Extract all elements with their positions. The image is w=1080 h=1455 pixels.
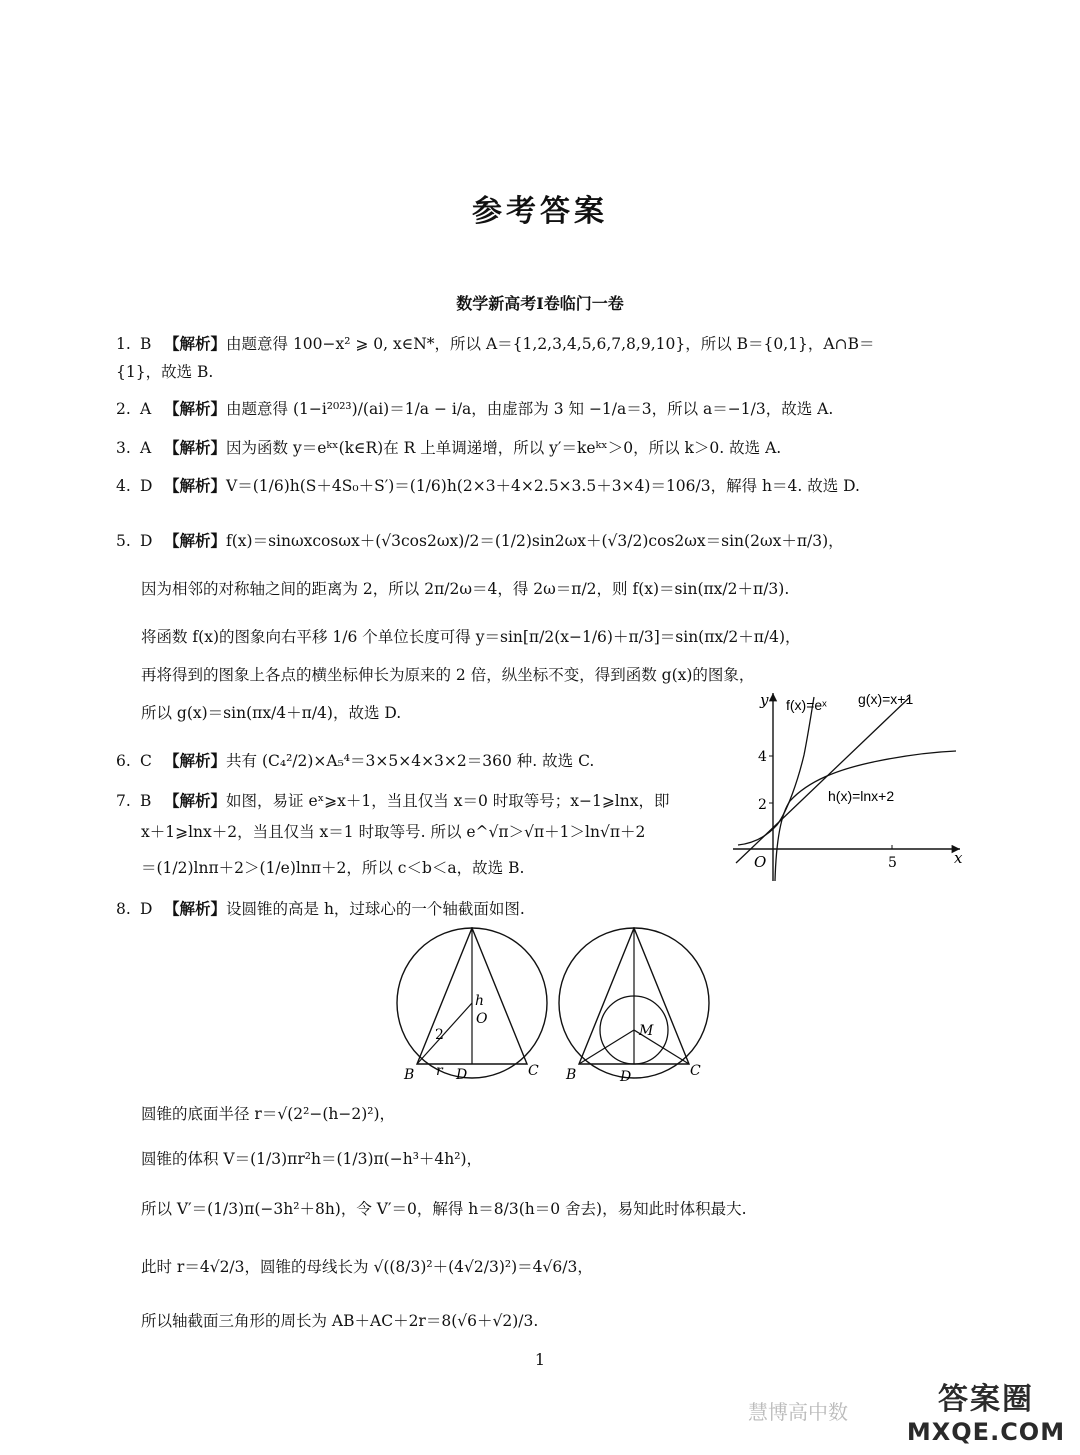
question-2: [116, 398, 976, 420]
analysis-tag: 【解析】: [164, 476, 227, 495]
y-tick-label-4: 4: [758, 749, 767, 765]
analysis-text: 由题意得 (1−i²⁰²³)/(ai)＝1/a − i/a，由虚部为 3 知 −1/a＝3，所以 a＝−1/3，故选 A.: [226, 400, 834, 418]
question-number: 2.: [116, 400, 131, 418]
watermark-text-left: 慧博高中数: [748, 1400, 848, 1424]
answer-letter: D: [140, 532, 153, 550]
answer-letter: D: [140, 477, 153, 495]
question-7: [116, 790, 716, 812]
answer-letter: B: [140, 792, 152, 810]
answer-letter: B: [140, 335, 152, 353]
question-5-line-2: 因为相邻的对称轴之间的距离为 2，所以 2π/2ω＝4，得 2ω＝π/2，则 f(x)＝sin(πx/2＋π/3).: [141, 580, 790, 598]
h-label: h(x)=lnx+2: [828, 788, 895, 804]
question-8-line-2: 圆锥的底面半径 r＝√(2²−(h−2)²)，: [141, 1105, 396, 1123]
answer-letter: C: [140, 752, 152, 770]
analysis-tag: 【解析】: [164, 334, 227, 353]
analysis-text: f(x)＝sinωxcosωx＋(√3cos2ωx)/2＝(1/2)sin2ωx＋(√3/2)cos2ωx＝sin(2ωx＋π/3)，: [226, 532, 844, 550]
page-number: 1: [534, 1350, 546, 1369]
point-c-right: C: [690, 1063, 701, 1079]
label-h-left: h: [475, 993, 485, 1009]
point-d-right: D: [620, 1069, 632, 1085]
page-title: 参考答案: [472, 194, 608, 229]
watermark-logo-bottom: MXQE.COM: [906, 1418, 1066, 1446]
question-1-continued: {1}，故选 B.: [116, 363, 214, 381]
question-number: 1.: [116, 335, 131, 353]
answer-letter: A: [140, 400, 152, 418]
analysis-tag: 【解析】: [164, 438, 227, 457]
x-axis-label: x: [954, 849, 963, 867]
point-a-right: [627, 927, 639, 928]
g-label: g(x)=x+1: [858, 691, 914, 707]
analysis-text: 共有 (C₄²/2)×A₅⁴＝3×5×4×3×2＝360 种. 故选 C.: [226, 752, 595, 770]
analysis-text: 因为函数 y＝eᵏˣ(k∈R)在 R 上单调递增，所以 y′＝keᵏˣ＞0，所以 k＞0. 故选 A.: [226, 439, 782, 457]
f-curve: [738, 697, 814, 845]
analysis-tag: 【解析】: [164, 399, 227, 418]
function-graph-figure: [728, 685, 968, 885]
exam-subtitle: 数学新高考Ⅰ卷临门一卷: [456, 294, 624, 313]
watermark-logo-top: 答案圈: [938, 1382, 1034, 1417]
question-7-line-2: x＋1⩾lnx＋2，当且仅当 x＝1 时取等号. 所以 e^√π＞√π＋1＞ln√π＋2: [141, 823, 646, 841]
question-8-line-4: 所以 V′＝(1/3)π(−3h²＋8h)，令 V′＝0，解得 h＝8/3(h＝0 舍去)，易知此时体积最大.: [141, 1200, 747, 1218]
x-tick-label-5: 5: [888, 855, 897, 871]
cone-cross-section-figure: [390, 927, 720, 1087]
question-number: 8.: [116, 900, 131, 918]
origin-label: O: [754, 853, 767, 871]
analysis-text: 设圆锥的高是 h，过球心的一个轴截面如图.: [226, 900, 525, 918]
analysis-tag: 【解析】: [164, 791, 227, 810]
line-mb-right: [579, 1030, 634, 1064]
question-7-line-3: ＝(1/2)lnπ＋2＞(1/e)lnπ＋2，所以 c＜b＜a，故选 B.: [141, 859, 525, 877]
question-8: [116, 898, 976, 920]
question-8-line-5: 此时 r＝4√2/3，圆锥的母线长为 √((8/3)²＋(4√2/3)²)＝4√6/3，: [141, 1258, 593, 1276]
analysis-text: V＝(1/6)h(S＋4S₀＋S′)＝(1/6)h(2×3＋4×2.5×3.5＋3×4)＝106/3，解得 h＝4. 故选 D.: [226, 477, 860, 495]
label-r-left: r: [436, 1063, 443, 1079]
question-5-line-4: 再将得到的图象上各点的横坐标伸长为原来的 2 倍，纵坐标不变，得到函数 g(x)的图象，: [141, 666, 755, 684]
question-8-line-3: 圆锥的体积 V＝(1/3)πr²h＝(1/3)π(−h³＋4h²)，: [141, 1150, 483, 1168]
analysis-tag: 【解析】: [164, 531, 227, 550]
question-number: 3.: [116, 439, 131, 457]
y-axis-label: y: [760, 691, 769, 709]
question-5: [116, 530, 976, 552]
point-d-left: D: [456, 1067, 468, 1083]
question-4: [116, 475, 976, 497]
analysis-tag: 【解析】: [164, 899, 227, 918]
center-o-left: O: [476, 1011, 488, 1027]
center-m-right: M: [639, 1023, 654, 1039]
question-5-line-5: 所以 g(x)＝sin(πx/4＋π/4)，故选 D.: [141, 704, 402, 722]
answer-letter: D: [140, 900, 153, 918]
point-b-right: B: [566, 1067, 577, 1083]
answer-letter: A: [140, 439, 152, 457]
point-b-left: B: [404, 1067, 415, 1083]
y-tick-label-2: 2: [758, 797, 767, 813]
h-curve: [775, 751, 956, 881]
watermark-logo: [900, 1382, 1072, 1452]
question-1: [116, 333, 976, 355]
question-8-line-6: 所以轴截面三角形的周长为 AB＋AC＋2r＝8(√6＋√2)/3.: [141, 1312, 539, 1330]
g-line: [736, 697, 910, 863]
label-two-left: 2: [435, 1027, 444, 1043]
analysis-tag: 【解析】: [164, 751, 227, 770]
point-a-left: [465, 927, 477, 928]
question-number: 4.: [116, 477, 131, 495]
question-3: [116, 437, 976, 459]
question-number: 6.: [116, 752, 131, 770]
point-c-left: C: [528, 1063, 539, 1079]
question-number: 7.: [116, 792, 131, 810]
question-number: 5.: [116, 532, 131, 550]
f-label: f(x)=eˣ: [786, 697, 827, 713]
question-5-line-3: 将函数 f(x)的图象向右平移 1/6 个单位长度可得 y＝sin[π/2(x−1/6)＋π/3]＝sin(πx/2＋π/4)，: [141, 628, 801, 646]
radius-line-left: [417, 1003, 472, 1064]
analysis-text: 如图，易证 eˣ⩾x＋1，当且仅当 x＝0 时取等号；x−1⩾lnx，即: [226, 792, 670, 810]
analysis-text: 由题意得 100−x² ⩾ 0, x∈N*，所以 A＝{1,2,3,4,5,6,7,8,9,10}，所以 B＝{0,1}，A∩B＝: [226, 335, 875, 353]
